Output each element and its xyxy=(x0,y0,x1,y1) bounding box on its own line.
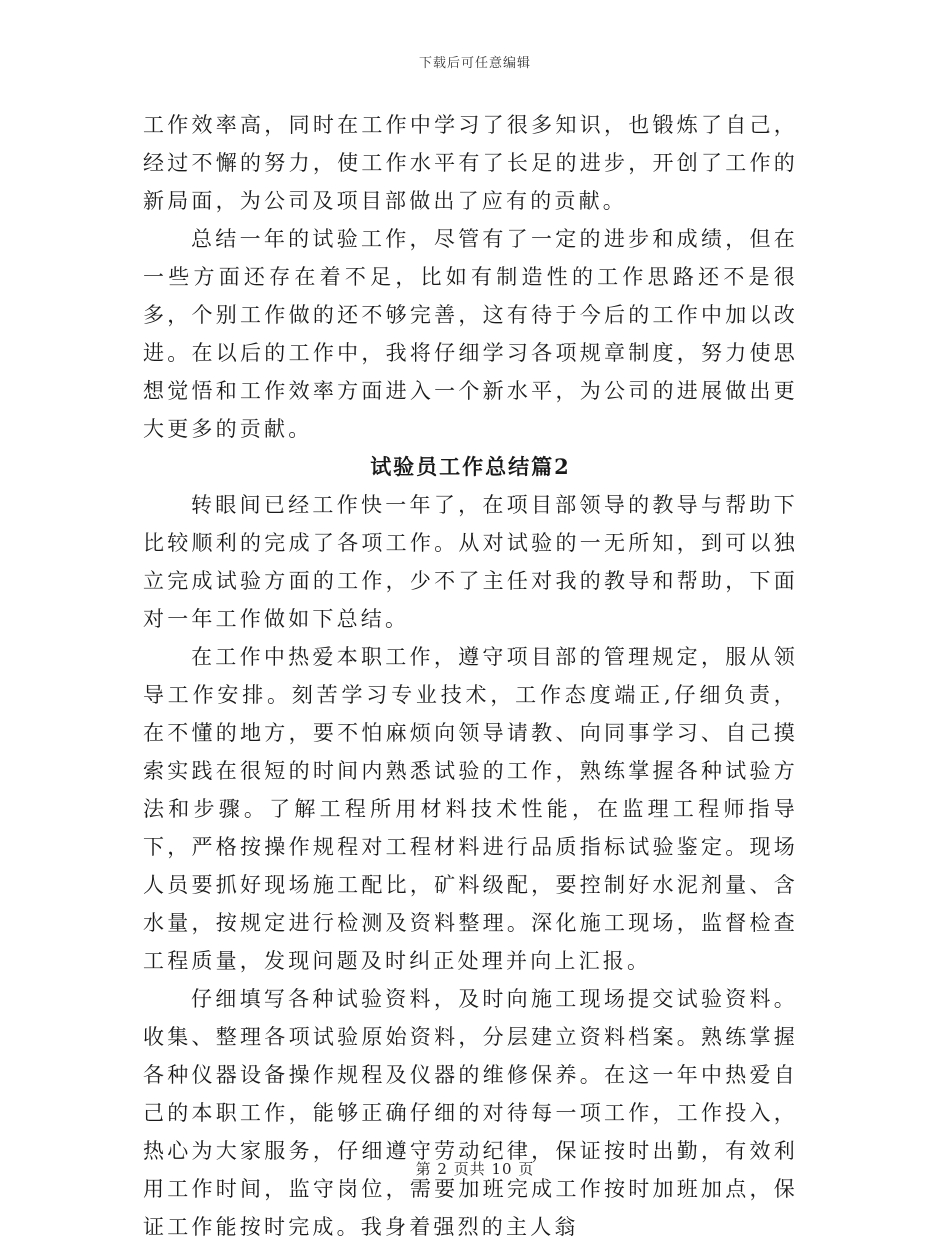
paragraph-2: 总结一年的试验工作，尽管有了一定的进步和成绩，但在一些方面还存在着不足，比如有制造性的工作思路还不是很多，个别工作做的还不够完善，这有待于今后的工作中加以改进。在以后的工作中，我将仔细学习各项规章制度，努力使思想觉悟和工作效率方面进入一个新水平，为公司的进展做出更大更多的贡献。 xyxy=(143,227,798,441)
paragraph-3: 转眼间已经工作快一年了，在项目部领导的教导与帮助下比较顺利的完成了各项工作。从对试验的一无所知，到可以独立完成试验方面的工作，少不了主任对我的教导和帮助，下面对一年工作做如下总结。 xyxy=(143,493,798,631)
page-number: 第 2 页共 10 页 xyxy=(415,1160,535,1178)
page-header: 下载后可任意编辑 xyxy=(418,56,531,71)
document-body xyxy=(143,106,798,1246)
paragraph-4: 在工作中热爱本职工作，遵守项目部的管理规定，服从领导工作安排。刻苦学习专业技术，工作态度端正,仔细负责，在不懂的地方，要不怕麻烦向领导请教、向同事学习、自己摸索实践在很短的时间内熟悉试验的工作，熟练掌握各种试验方法和步骤。了解工程所用材料技术性能，在监理工程师指导下，严格按操作规程对工程材料进行品质指标试验鉴定。现场人员要抓好现场施工配比，矿料级配，要控制好水泥剂量、含水量，按规定进行检测及资料整理。深化施工现场，监督检查工程质量，发现问题及时纠正处理并向上汇报。 xyxy=(143,645,798,973)
paragraph-1: 工作效率高，同时在工作中学习了很多知识，也锻炼了自己，经过不懈的努力，使工作水平有了长足的进步，开创了工作的新局面，为公司及项目部做出了应有的贡献。 xyxy=(143,113,798,213)
section-title: 试验员工作总结篇2 xyxy=(370,454,571,479)
paragraph-5: 仔细填写各种试验资料，及时向施工现场提交试验资料。收集、整理各项试验原始资料，分层建立资料档案。熟练掌握各种仪器设备操作规程及仪器的维修保养。在这一年中热爱自己的本职工作，能够正确仔细的对待每一项工作，工作投入，热心为大家服务，仔细遵守劳动纪律，保证按时出勤，有效利用工作时间，监守岗位，需要加班完成工作按时加班加点，保证工作能按时完成。我身着强烈的主人翁 xyxy=(143,987,798,1239)
